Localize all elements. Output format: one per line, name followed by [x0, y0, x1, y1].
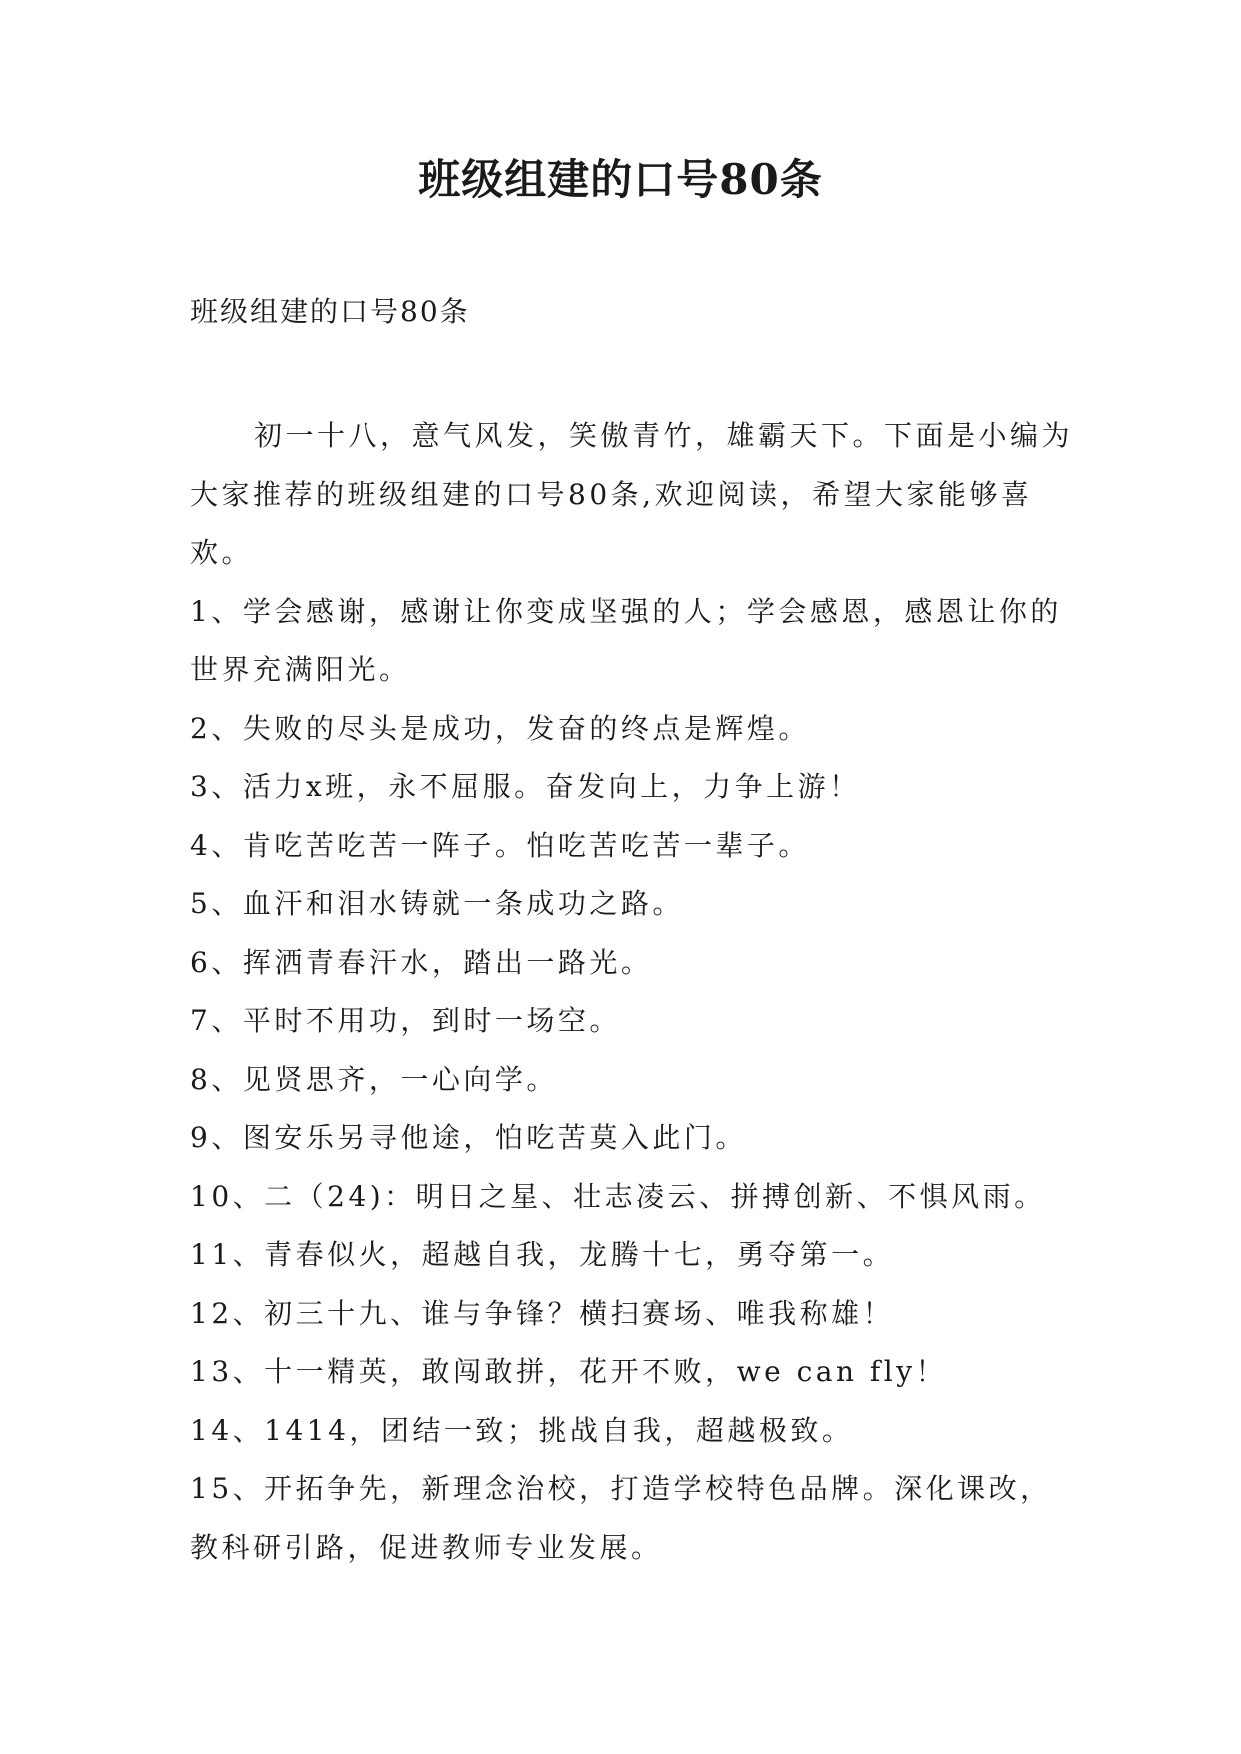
list-item: 4、肯吃苦吃苦一阵子。怕吃苦吃苦一辈子。	[190, 828, 810, 862]
list-item: 10、二（24)：明日之星、壮志凌云、拼搏创新、不惧风雨。	[190, 1179, 1046, 1213]
list-item: 5、血汗和泪水铸就一条成功之路。	[190, 887, 684, 920]
intro-paragraph: 初一十八，意气风发，笑傲青竹，雄霸天下。下面是小编为大家推荐的班级组建的口号80条,欢迎阅读，希望大家能够喜欢。	[190, 419, 1074, 569]
list-item: 11、青春似火，超越自我，龙腾十七，勇夺第一。	[190, 1238, 895, 1271]
list-item: 14、1414，团结一致；挑战自我，超越极致。	[190, 1413, 854, 1447]
list-item: 2、失败的尽头是成功，发奋的终点是辉煌。	[190, 711, 810, 745]
list-item: 8、见贤思齐，一心向学。	[190, 1062, 558, 1096]
document-body	[190, 407, 1080, 1577]
list-item: 9、图安乐另寻他途，怕吃苦莫入此门。	[190, 1121, 747, 1154]
document-subtitle: 班级组建的口号80条	[190, 295, 470, 328]
list-item: 7、平时不用功，到时一场空。	[190, 1004, 621, 1037]
list-item: 15、开拓争先，新理念治校，打造学校特色品牌。深化课改，教科研引路，促进教师专业发展。	[190, 1472, 1052, 1564]
list-item: 3、活力x班，永不屈服。奋发向上，力争上游！	[190, 770, 861, 803]
list-item: 13、十一精英，敢闯敢拼，花开不败，we can fly！	[190, 1355, 948, 1388]
list-item: 12、初三十九、谁与争锋？横扫赛场、唯我称雄！	[190, 1296, 895, 1330]
document-title: 班级组建的口号80条	[418, 155, 823, 204]
list-item: 6、挥洒青春汗水，踏出一路光。	[190, 945, 653, 979]
list-item: 1、学会感谢，感谢让你变成坚强的人；学会感恩，感恩让你的世界充满阳光。	[190, 594, 1062, 686]
